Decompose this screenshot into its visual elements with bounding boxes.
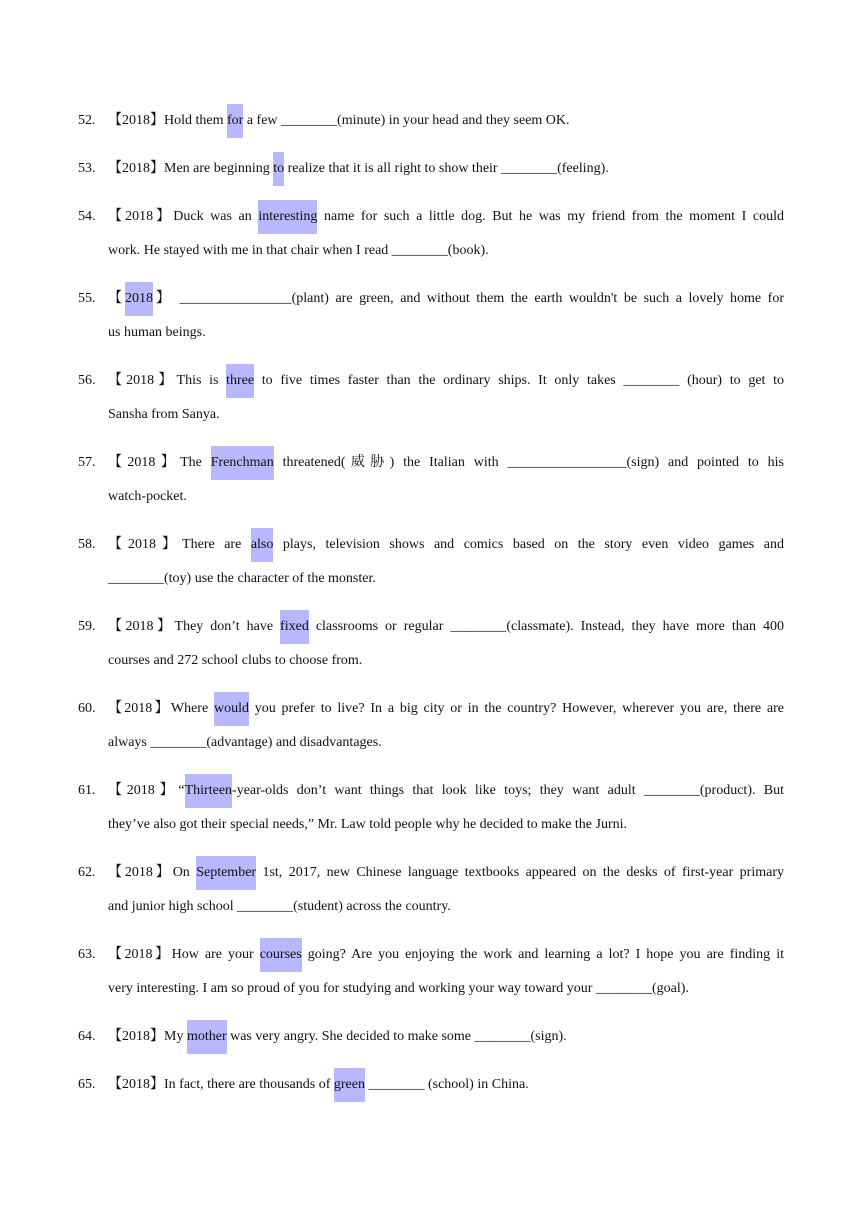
- question-text: they’ve also got their special needs,” Mr. Law told people why he decided to make the Jurni.: [108, 817, 628, 832]
- highlighted-word: would: [214, 692, 249, 726]
- highlighted-word: courses: [260, 938, 302, 972]
- question-text: 【2018】There are: [108, 537, 251, 552]
- highlighted-word: to: [273, 152, 284, 186]
- question-number: 61.: [78, 783, 96, 798]
- question-text: 【2018】They don’t have: [108, 619, 281, 634]
- question-text-line: [108, 562, 784, 596]
- question-text-line: [108, 446, 784, 480]
- question-text-line: [108, 972, 784, 1006]
- question-text: threatened(威胁) the Italian with _________________(sign) and pointed to his: [273, 455, 784, 470]
- question-text-line: [108, 938, 784, 972]
- question-text: going? Are you enjoying the work and learning a lot? I hope you are finding it: [301, 947, 784, 962]
- question-text-line: [108, 774, 784, 808]
- question-text-line: [108, 316, 784, 350]
- question-text-line: [108, 480, 784, 514]
- question-text: 【: [108, 291, 126, 306]
- question-text-line: [108, 104, 784, 138]
- question-number: 65.: [78, 1077, 96, 1092]
- question-text-line: [108, 644, 784, 678]
- highlighted-word: green: [334, 1068, 365, 1102]
- question-text: 【2018】The: [108, 455, 211, 470]
- question-text-line: [108, 726, 784, 760]
- question-number: 58.: [78, 537, 96, 552]
- question-text-line: [108, 152, 784, 186]
- question-text: 【2018】On: [108, 865, 197, 880]
- question-number: 52.: [78, 113, 96, 128]
- question-text: Sansha from Sanya.: [108, 407, 220, 422]
- question-text: 【2018】Men are beginning: [108, 161, 274, 176]
- question-text-line: [108, 398, 784, 432]
- question-text: 【2018】Where: [108, 701, 214, 716]
- question-number: 63.: [78, 947, 96, 962]
- question-number: 64.: [78, 1029, 96, 1044]
- highlighted-word: September: [196, 856, 256, 890]
- highlighted-word: interesting: [258, 200, 317, 234]
- question-text: to five times faster than the ordinary ships. It only takes ________ (hour) to get to: [254, 373, 784, 388]
- highlighted-word: fixed: [280, 610, 309, 644]
- question-number: 54.: [78, 209, 96, 224]
- question-number: 57.: [78, 455, 96, 470]
- question-text: was very angry. She decided to make some ________(sign).: [226, 1029, 567, 1044]
- question-text-line: [108, 808, 784, 842]
- question-text-line: [108, 692, 784, 726]
- question-text-line: [108, 200, 784, 234]
- question-text: 【2018】“: [108, 783, 185, 798]
- question-text-line: [108, 1068, 784, 1102]
- question-text: 【2018】How are your: [108, 947, 260, 962]
- highlighted-word: mother: [187, 1020, 227, 1054]
- question-text-line: [108, 1020, 784, 1054]
- highlighted-word: also: [251, 528, 274, 562]
- question-number: 59.: [78, 619, 96, 634]
- question-text-line: [108, 890, 784, 924]
- highlighted-word: three: [226, 364, 254, 398]
- question-text: very interesting. I am so proud of you for studying and working your way toward your ________(goal).: [108, 981, 689, 996]
- question-text: 【2018】In fact, there are thousands of: [108, 1077, 334, 1092]
- question-text-line: [108, 856, 784, 890]
- question-text-line: [108, 364, 784, 398]
- question-text-line: [108, 528, 784, 562]
- question-text: you prefer to live? In a big city or in the country? However, wherever you are, there are: [248, 701, 784, 716]
- question-text: 【2018】This is: [108, 373, 227, 388]
- question-text: work. He stayed with me in that chair when I read ________(book).: [108, 243, 489, 258]
- question-text: 【2018】Duck was an: [108, 209, 259, 224]
- highlighted-word: for: [227, 104, 243, 138]
- question-text: 【2018】Hold them: [108, 113, 227, 128]
- question-text: 1st, 2017, new Chinese language textbooks appeared on the desks of first-year primary: [256, 865, 784, 880]
- question-text: ________ (school) in China.: [364, 1077, 529, 1092]
- question-number: 53.: [78, 161, 96, 176]
- question-text: and junior high school ________(student) across the country.: [108, 899, 451, 914]
- highlighted-word: Frenchman: [211, 446, 274, 480]
- question-text: us human beings.: [108, 325, 206, 340]
- question-text: -year-olds don’t want things that look like toys; they want adult ________(product). But: [232, 783, 784, 798]
- question-number: 56.: [78, 373, 96, 388]
- question-text: 】 ________________(plant) are green, and without them the earth wouldn't be such a lovely home for: [153, 291, 784, 306]
- question-text: always ________(advantage) and disadvantages.: [108, 735, 382, 750]
- highlighted-word: Thirteen: [185, 774, 232, 808]
- question-text: realize that it is all right to show their ________(feeling).: [284, 161, 609, 176]
- question-text-line: [108, 234, 784, 268]
- question-text: watch-pocket.: [108, 489, 187, 504]
- question-number: 62.: [78, 865, 96, 880]
- question-number: 60.: [78, 701, 96, 716]
- question-text-line: [108, 610, 784, 644]
- question-text: a few ________(minute) in your head and they seem OK.: [243, 113, 570, 128]
- question-text: name for such a little dog. But he was my friend from the moment I could: [317, 209, 784, 224]
- question-text: plays, television shows and comics based on the story even video games and: [273, 537, 784, 552]
- question-text: ________(toy) use the character of the monster.: [108, 571, 376, 586]
- question-text: courses and 272 school clubs to choose from.: [108, 653, 363, 668]
- question-text: classrooms or regular ________(classmate). Instead, they have more than 400: [308, 619, 784, 634]
- question-text-line: [108, 282, 784, 316]
- highlighted-word: 2018: [125, 282, 153, 316]
- question-number: 55.: [78, 291, 96, 306]
- question-text: 【2018】My: [108, 1029, 187, 1044]
